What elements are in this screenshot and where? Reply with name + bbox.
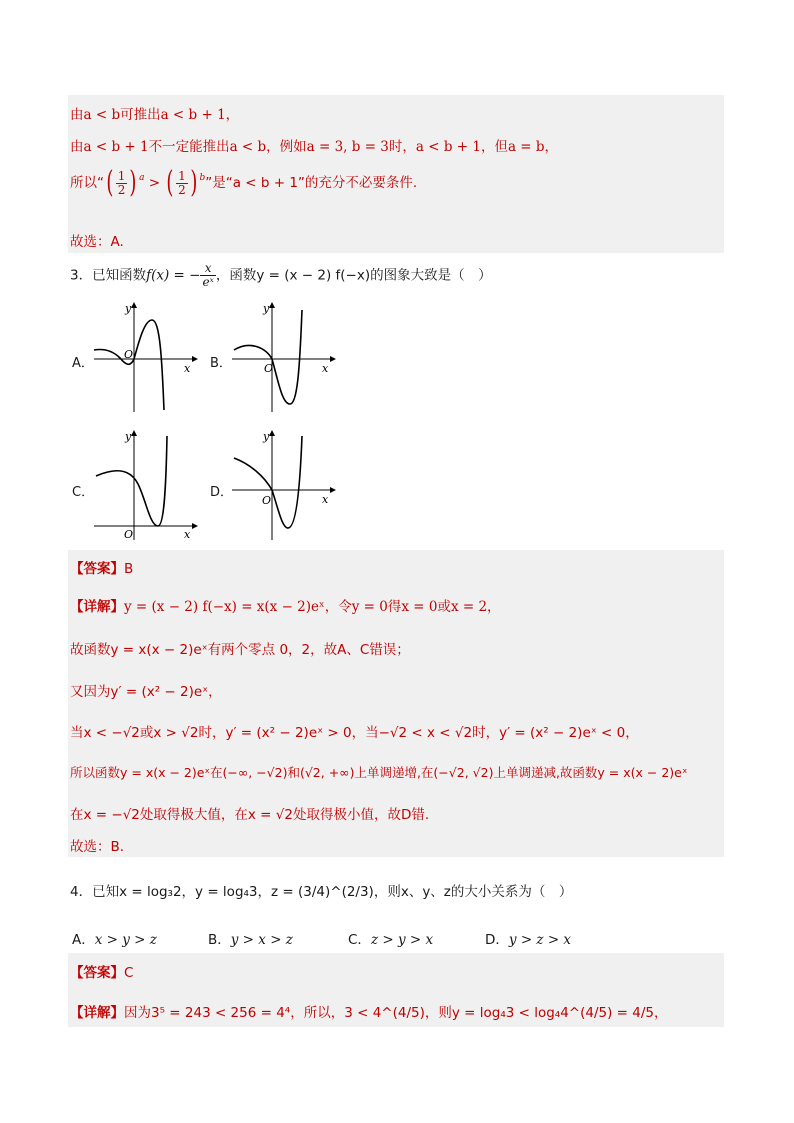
svg-text:y: y: [125, 302, 132, 315]
fraction: $\frac{1}{2}$: [178, 168, 186, 197]
svg-text:x: x: [322, 362, 329, 375]
detail-line: 当x < −√2或x > √2时，y′ = (x² − 2)eˣ > 0，当−√2 < x < √2时，y′ = (x² − 2)eˣ < 0，: [70, 725, 639, 741]
svg-text:x: x: [322, 493, 329, 506]
answer-value: B: [124, 561, 134, 577]
option-d: D．y > z > x: [485, 932, 572, 948]
answer-choice: 故选：B.: [70, 839, 125, 855]
detail-line: 【详解】y = (x − 2) f(−x) = x(x − 2)eˣ，令y = 0得x = 0或x = 2，: [70, 599, 501, 615]
svg-text:O: O: [262, 494, 272, 507]
answer-tag: 【答案】: [70, 965, 124, 981]
svg-text:y: y: [125, 430, 132, 443]
function-def: f(x) = −: [146, 267, 201, 284]
graph-option-b: [230, 300, 340, 415]
solution-text: 所以“: [70, 175, 104, 191]
question-4: 4．已知x = log₃2，y = log₄3，z = (3/4)^(2/3)，则x、y、z的大小关系为（ ）: [70, 884, 573, 900]
question-3: [70, 262, 492, 289]
detail-line: 在x = −√2处取得极大值，在x = √2处取得极小值，故D错.: [70, 807, 430, 823]
graph-option-a: [92, 300, 202, 415]
option-label-d: D．: [210, 485, 234, 500]
solution-line: 由a < b可推出a < b + 1，: [70, 107, 240, 123]
option-b: B．y > x > z: [208, 932, 293, 948]
solution-line: 由a < b + 1不一定能推出a < b，例如a = 3, b = 3时，a < b + 1，但a = b，: [70, 139, 559, 155]
question-suffix: ，函数y = (x − 2) f(−x)的图象大致是（ ）: [215, 267, 492, 284]
detail-tag: 【详解】: [70, 1005, 124, 1021]
solution-text: ”是“a < b + 1”的充分不必要条件.: [205, 175, 418, 191]
answer-line: [70, 961, 133, 981]
option-label-b: B．: [210, 356, 232, 371]
graph-option-d: [230, 428, 340, 543]
svg-text:O: O: [124, 348, 134, 361]
svg-text:x: x: [184, 362, 191, 375]
detail-line: 故函数y = x(x − 2)eˣ有两个零点 0，2，故A、C错误；: [70, 642, 410, 658]
svg-text:x: x: [184, 528, 191, 541]
detail-line: 【详解】因为3⁵ = 243 < 256 = 4⁴，所以，3 < 4^(4/5)，则y = log₄3 < log₄4^(4/5) = 4/5，: [70, 1005, 668, 1021]
detail-line: 又因为y′ = (x² − 2)eˣ，: [70, 684, 222, 700]
svg-text:y: y: [263, 302, 270, 315]
option-c: C．z > y > x: [348, 932, 434, 948]
option-a: A．x > y > z: [72, 932, 157, 948]
graph-option-c: [92, 428, 202, 543]
answer-value: C: [124, 965, 134, 981]
answer-choice: 故选：A.: [70, 234, 124, 250]
detail-tag: 【详解】: [70, 599, 124, 615]
solution-line-condition: 所以“( $\frac{1}{2}$ ) $^a$ > ( $\frac{1}{2}$ ) $^b$”是“a < b + 1”的充分不必要条件.: [70, 165, 418, 200]
detail-line: 所以函数y = x(x − 2)eˣ在(−∞, −√2)和(√2, +∞)上单调递增,在(−√2, √2)上单调递减,故函数y = x(x − 2)eˣ: [70, 765, 688, 780]
svg-text:O: O: [124, 528, 134, 541]
fraction: $\frac{x}{\text{eˣ}}$: [202, 261, 214, 289]
question-prefix: 3．已知函数: [70, 267, 147, 284]
answer-line: [70, 557, 133, 577]
answer-tag: 【答案】: [70, 561, 124, 577]
svg-text:y: y: [263, 430, 270, 443]
svg-text:O: O: [264, 362, 274, 375]
option-label-a: A．: [72, 356, 94, 371]
option-label-c: C．: [72, 485, 95, 500]
fraction: $\frac{1}{2}$: [117, 168, 126, 197]
